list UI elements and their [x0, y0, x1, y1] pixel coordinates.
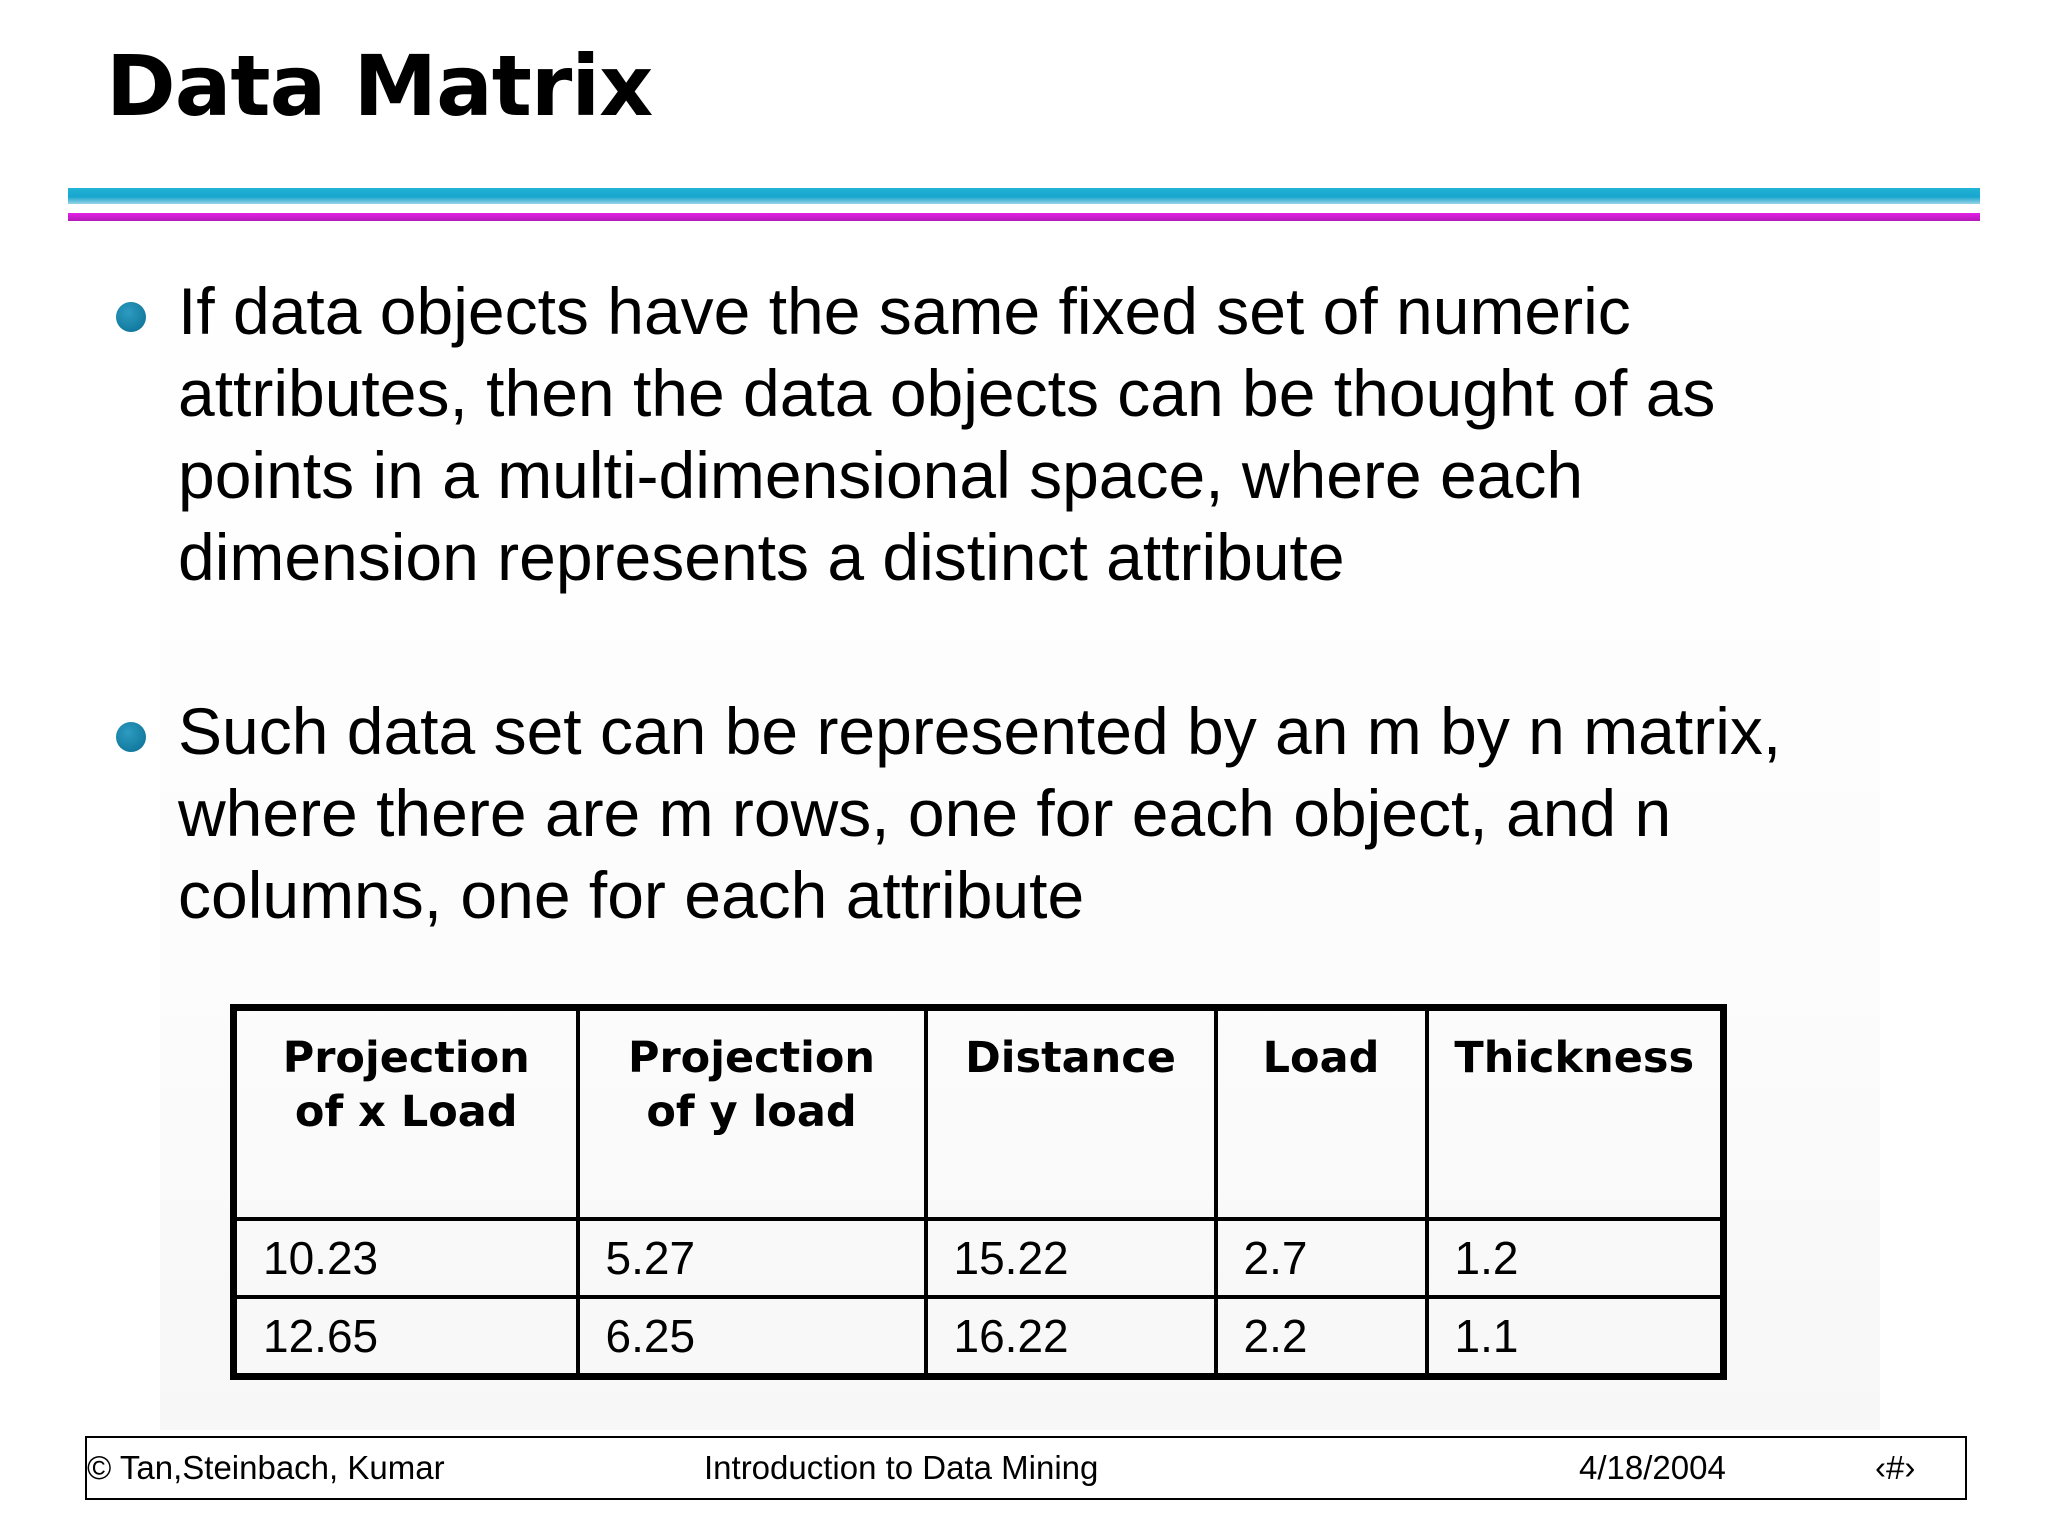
table-cell: 10.23 — [234, 1219, 578, 1297]
header-projection-y-load — [578, 1008, 926, 1220]
footer-author: © Tan,Steinbach, Kumar — [87, 1449, 445, 1486]
table-cell: 5.27 — [578, 1219, 926, 1297]
header-line: Projection — [627, 1033, 876, 1083]
table-cell: 15.22 — [926, 1219, 1216, 1297]
table-cell: 2.2 — [1216, 1297, 1427, 1377]
header-line: Projection — [282, 1033, 530, 1083]
table-cell: 16.22 — [926, 1297, 1216, 1377]
footer-course-title: Introduction to Data Mining — [704, 1449, 1099, 1486]
bullet-1-line: dimension represents a distinct attribute — [178, 520, 1345, 594]
footer-page-number: ‹#› — [1875, 1449, 1916, 1486]
header-line: Distance — [965, 1033, 1176, 1083]
title-divider-cyan — [68, 188, 1980, 204]
header-load — [1216, 1008, 1427, 1220]
table-cell: 6.25 — [578, 1297, 926, 1377]
footer-date: 4/18/2004 — [1579, 1449, 1726, 1486]
header-distance — [926, 1008, 1216, 1220]
slide-title: Data Matrix — [106, 37, 653, 135]
header-line: Load — [1262, 1033, 1380, 1083]
header-line: of x Load — [294, 1087, 518, 1137]
bullet-dot-icon — [116, 302, 146, 332]
bullet-text-2 — [178, 690, 1898, 936]
bullet-1-line: attributes, then the data objects can be thought of as — [178, 356, 1716, 430]
table-row — [234, 1219, 1724, 1297]
table-row — [234, 1297, 1724, 1377]
table-cell: 12.65 — [234, 1297, 578, 1377]
bullet-1-line: points in a multi-dimensional space, where each — [178, 438, 1584, 512]
table-header-row — [234, 1008, 1724, 1220]
table-cell: 1.1 — [1427, 1297, 1724, 1377]
header-projection-x-load — [234, 1008, 578, 1220]
bullet-text-1 — [178, 270, 1898, 598]
bullet-1-line: If data objects have the same fixed set of numeric — [178, 274, 1631, 348]
bullet-2-line: Such data set can be represented by an m by n matrix, — [178, 694, 1782, 768]
table-cell: 1.2 — [1427, 1219, 1724, 1297]
title-divider-magenta — [68, 213, 1980, 221]
bullet-dot-icon — [116, 722, 146, 752]
slide-footer — [85, 1436, 1967, 1500]
header-line: of y load — [646, 1087, 857, 1137]
data-matrix-table — [230, 1004, 1727, 1380]
bullet-2-line: columns, one for each attribute — [178, 858, 1085, 932]
header-line: Thickness — [1454, 1033, 1695, 1083]
bullet-2-line: where there are m rows, one for each object, and n — [178, 776, 1672, 850]
header-thickness — [1427, 1008, 1724, 1220]
table-cell: 2.7 — [1216, 1219, 1427, 1297]
